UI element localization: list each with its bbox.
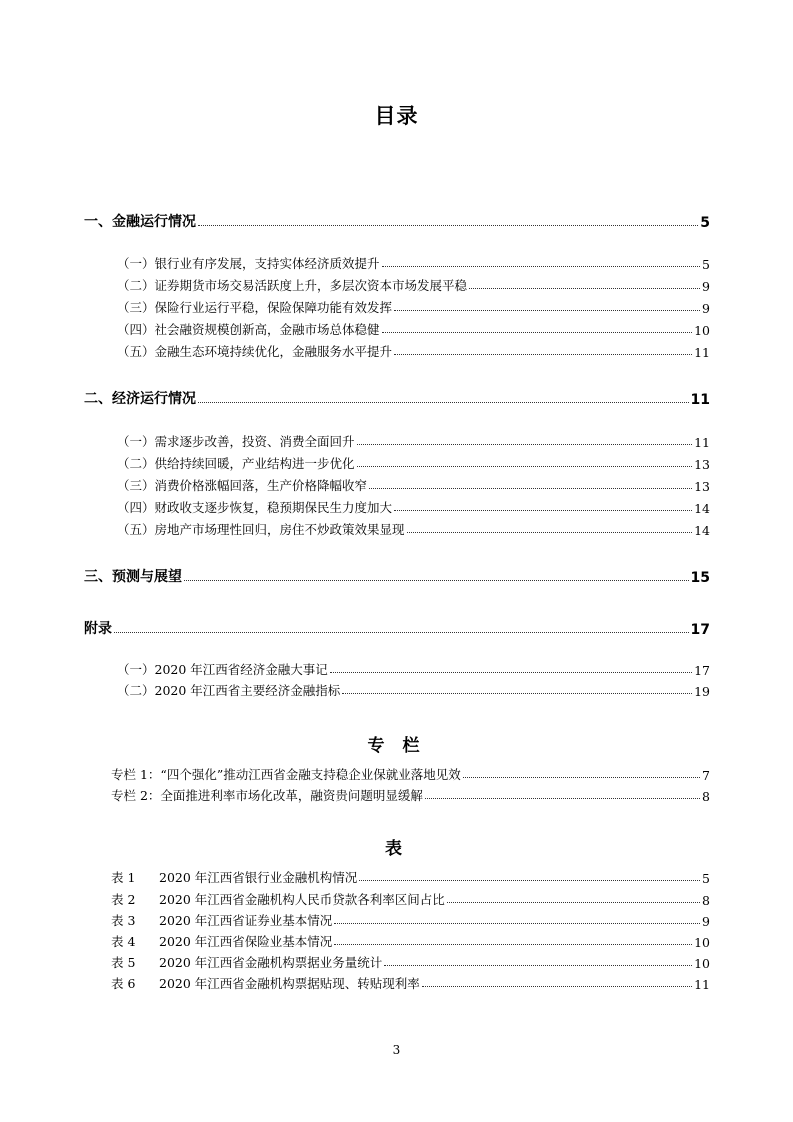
toc-table-item[interactable]	[111, 888, 710, 908]
leader-dots	[382, 265, 701, 267]
toc-page-number: 11	[694, 345, 710, 360]
leader-dots	[114, 631, 689, 633]
toc-page-number: 9	[702, 279, 710, 294]
toc-page-number: 5	[700, 215, 710, 231]
toc-page-number: 5	[702, 257, 710, 272]
toc-item-label: （三）保险行业运行平稳，保险保障功能有效发挥	[117, 300, 393, 315]
table-number: 表 1	[111, 870, 136, 885]
leader-dots	[198, 224, 698, 226]
toc-column-item[interactable]	[111, 763, 710, 783]
toc-item-label: （二）证券期货市场交易活跃度上升，多层次资本市场发展平稳	[117, 278, 468, 293]
toc-item-label: （一）需求逐步改善，投资、消费全面回升	[117, 434, 355, 449]
toc-item-label: 专栏 1：“四个强化”推动江西省金融支持稳企业保就业落地见效	[111, 767, 461, 782]
toc-page-number: 13	[694, 479, 710, 494]
leader-dots	[334, 943, 692, 945]
leader-dots	[463, 776, 700, 778]
toc-table-item[interactable]	[111, 930, 710, 950]
leader-dots	[184, 579, 689, 581]
toc-page-number: 15	[690, 570, 710, 586]
leader-dots	[342, 692, 692, 694]
toc-appendix[interactable]	[84, 618, 710, 638]
toc-page-number: 14	[694, 523, 710, 538]
leader-dots	[369, 487, 692, 489]
toc-item-label: 2020 年江西省金融机构人民币贷款各利率区间占比	[159, 892, 445, 907]
toc-table-item[interactable]	[111, 951, 710, 971]
toc-item[interactable]	[117, 252, 710, 272]
toc-table-item[interactable]	[111, 909, 710, 929]
leader-dots	[447, 901, 700, 903]
tables-section-title: 表	[385, 839, 408, 859]
toc-item-label: （二）2020 年江西省主要经济金融指标	[117, 683, 341, 698]
toc-page-number: 11	[694, 977, 710, 992]
leader-dots	[384, 964, 692, 966]
toc-page-number: 5	[702, 871, 710, 886]
toc-table-item[interactable]	[111, 866, 710, 886]
toc-item-label: （五）金融生态环境持续优化，金融服务水平提升	[117, 344, 393, 359]
toc-page-number: 10	[694, 956, 710, 971]
leader-dots	[407, 531, 693, 533]
toc-page-number: 10	[694, 323, 710, 338]
toc-item[interactable]	[117, 658, 710, 678]
toc-page-number: 10	[694, 935, 710, 950]
toc-item-label: （五）房地产市场理性回归，房住不炒政策效果显现	[117, 522, 405, 537]
toc-item[interactable]	[117, 518, 710, 538]
toc-page-number: 13	[694, 457, 710, 472]
toc-chapter-label: 一、金融运行情况	[84, 214, 196, 230]
toc-page-number: 7	[702, 768, 710, 783]
toc-item-label: （二）供给持续回暖，产业结构进一步优化	[117, 456, 355, 471]
toc-item[interactable]	[117, 430, 710, 450]
leader-dots	[357, 443, 693, 445]
toc-item[interactable]	[117, 274, 710, 294]
table-number: 表 4	[111, 934, 136, 949]
toc-column-item[interactable]	[111, 784, 710, 804]
toc-item[interactable]	[117, 679, 710, 699]
toc-page-number: 9	[702, 301, 710, 316]
table-number: 表 5	[111, 955, 136, 970]
toc-chapter-1[interactable]	[84, 211, 710, 231]
toc-item-label: 专栏 2：全面推进利率市场化改革，融资贵问题明显缓解	[111, 788, 423, 803]
toc-page-number: 8	[702, 893, 710, 908]
leader-dots	[357, 465, 693, 467]
toc-item[interactable]	[117, 452, 710, 472]
leader-dots	[198, 401, 689, 403]
toc-chapter-label: 附录	[84, 621, 112, 637]
toc-page-number: 19	[694, 684, 710, 699]
page-title: 目录	[374, 104, 419, 128]
page-number-footer: 3	[392, 1043, 401, 1057]
toc-item-label: （一）银行业有序发展，支持实体经济质效提升	[117, 256, 380, 271]
toc-page-number: 14	[694, 501, 710, 516]
toc-page-number: 17	[690, 622, 710, 638]
toc-item[interactable]	[117, 340, 710, 360]
toc-page-number: 9	[702, 914, 710, 929]
table-number: 表 3	[111, 913, 136, 928]
leader-dots	[330, 671, 692, 673]
toc-page-number: 8	[702, 789, 710, 804]
toc-item-label: （四）财政收支逐步恢复，稳预期保民生力度加大	[117, 500, 393, 515]
toc-chapter-3[interactable]	[84, 566, 710, 586]
toc-table-item[interactable]	[111, 972, 710, 992]
leader-dots	[394, 509, 692, 511]
toc-page-number: 11	[690, 392, 710, 408]
toc-item-label: 2020 年江西省金融机构票据业务量统计	[159, 955, 383, 970]
toc-chapter-label: 三、预测与展望	[84, 569, 182, 585]
leader-dots	[422, 985, 692, 987]
toc-item-label: （一）2020 年江西省经济金融大事记	[117, 662, 328, 677]
toc-chapter-2[interactable]	[84, 388, 710, 408]
toc-item-label: 2020 年江西省保险业基本情况	[159, 934, 333, 949]
toc-item-label: （三）消费价格涨幅回落，生产价格降幅收窄	[117, 478, 368, 493]
leader-dots	[334, 922, 700, 924]
toc-item[interactable]	[117, 496, 710, 516]
leader-dots	[425, 797, 700, 799]
toc-item[interactable]	[117, 296, 710, 316]
leader-dots	[382, 331, 693, 333]
toc-item[interactable]	[117, 474, 710, 494]
columns-section-title: 专 栏	[367, 736, 426, 756]
toc-page-number: 11	[694, 435, 710, 450]
table-number: 表 6	[111, 976, 136, 991]
toc-item-label: 2020 年江西省银行业金融机构情况	[159, 870, 358, 885]
toc-item-label: （四）社会融资规模创新高，金融市场总体稳健	[117, 322, 380, 337]
toc-chapter-label: 二、经济运行情况	[84, 391, 196, 407]
leader-dots	[394, 353, 692, 355]
toc-page-number: 17	[694, 663, 710, 678]
table-number: 表 2	[111, 892, 136, 907]
leader-dots	[359, 879, 700, 881]
toc-item[interactable]	[117, 318, 710, 338]
leader-dots	[469, 287, 700, 289]
toc-item-label: 2020 年江西省金融机构票据贴现、转贴现利率	[159, 976, 420, 991]
leader-dots	[394, 309, 700, 311]
toc-item-label: 2020 年江西省证券业基本情况	[159, 913, 333, 928]
